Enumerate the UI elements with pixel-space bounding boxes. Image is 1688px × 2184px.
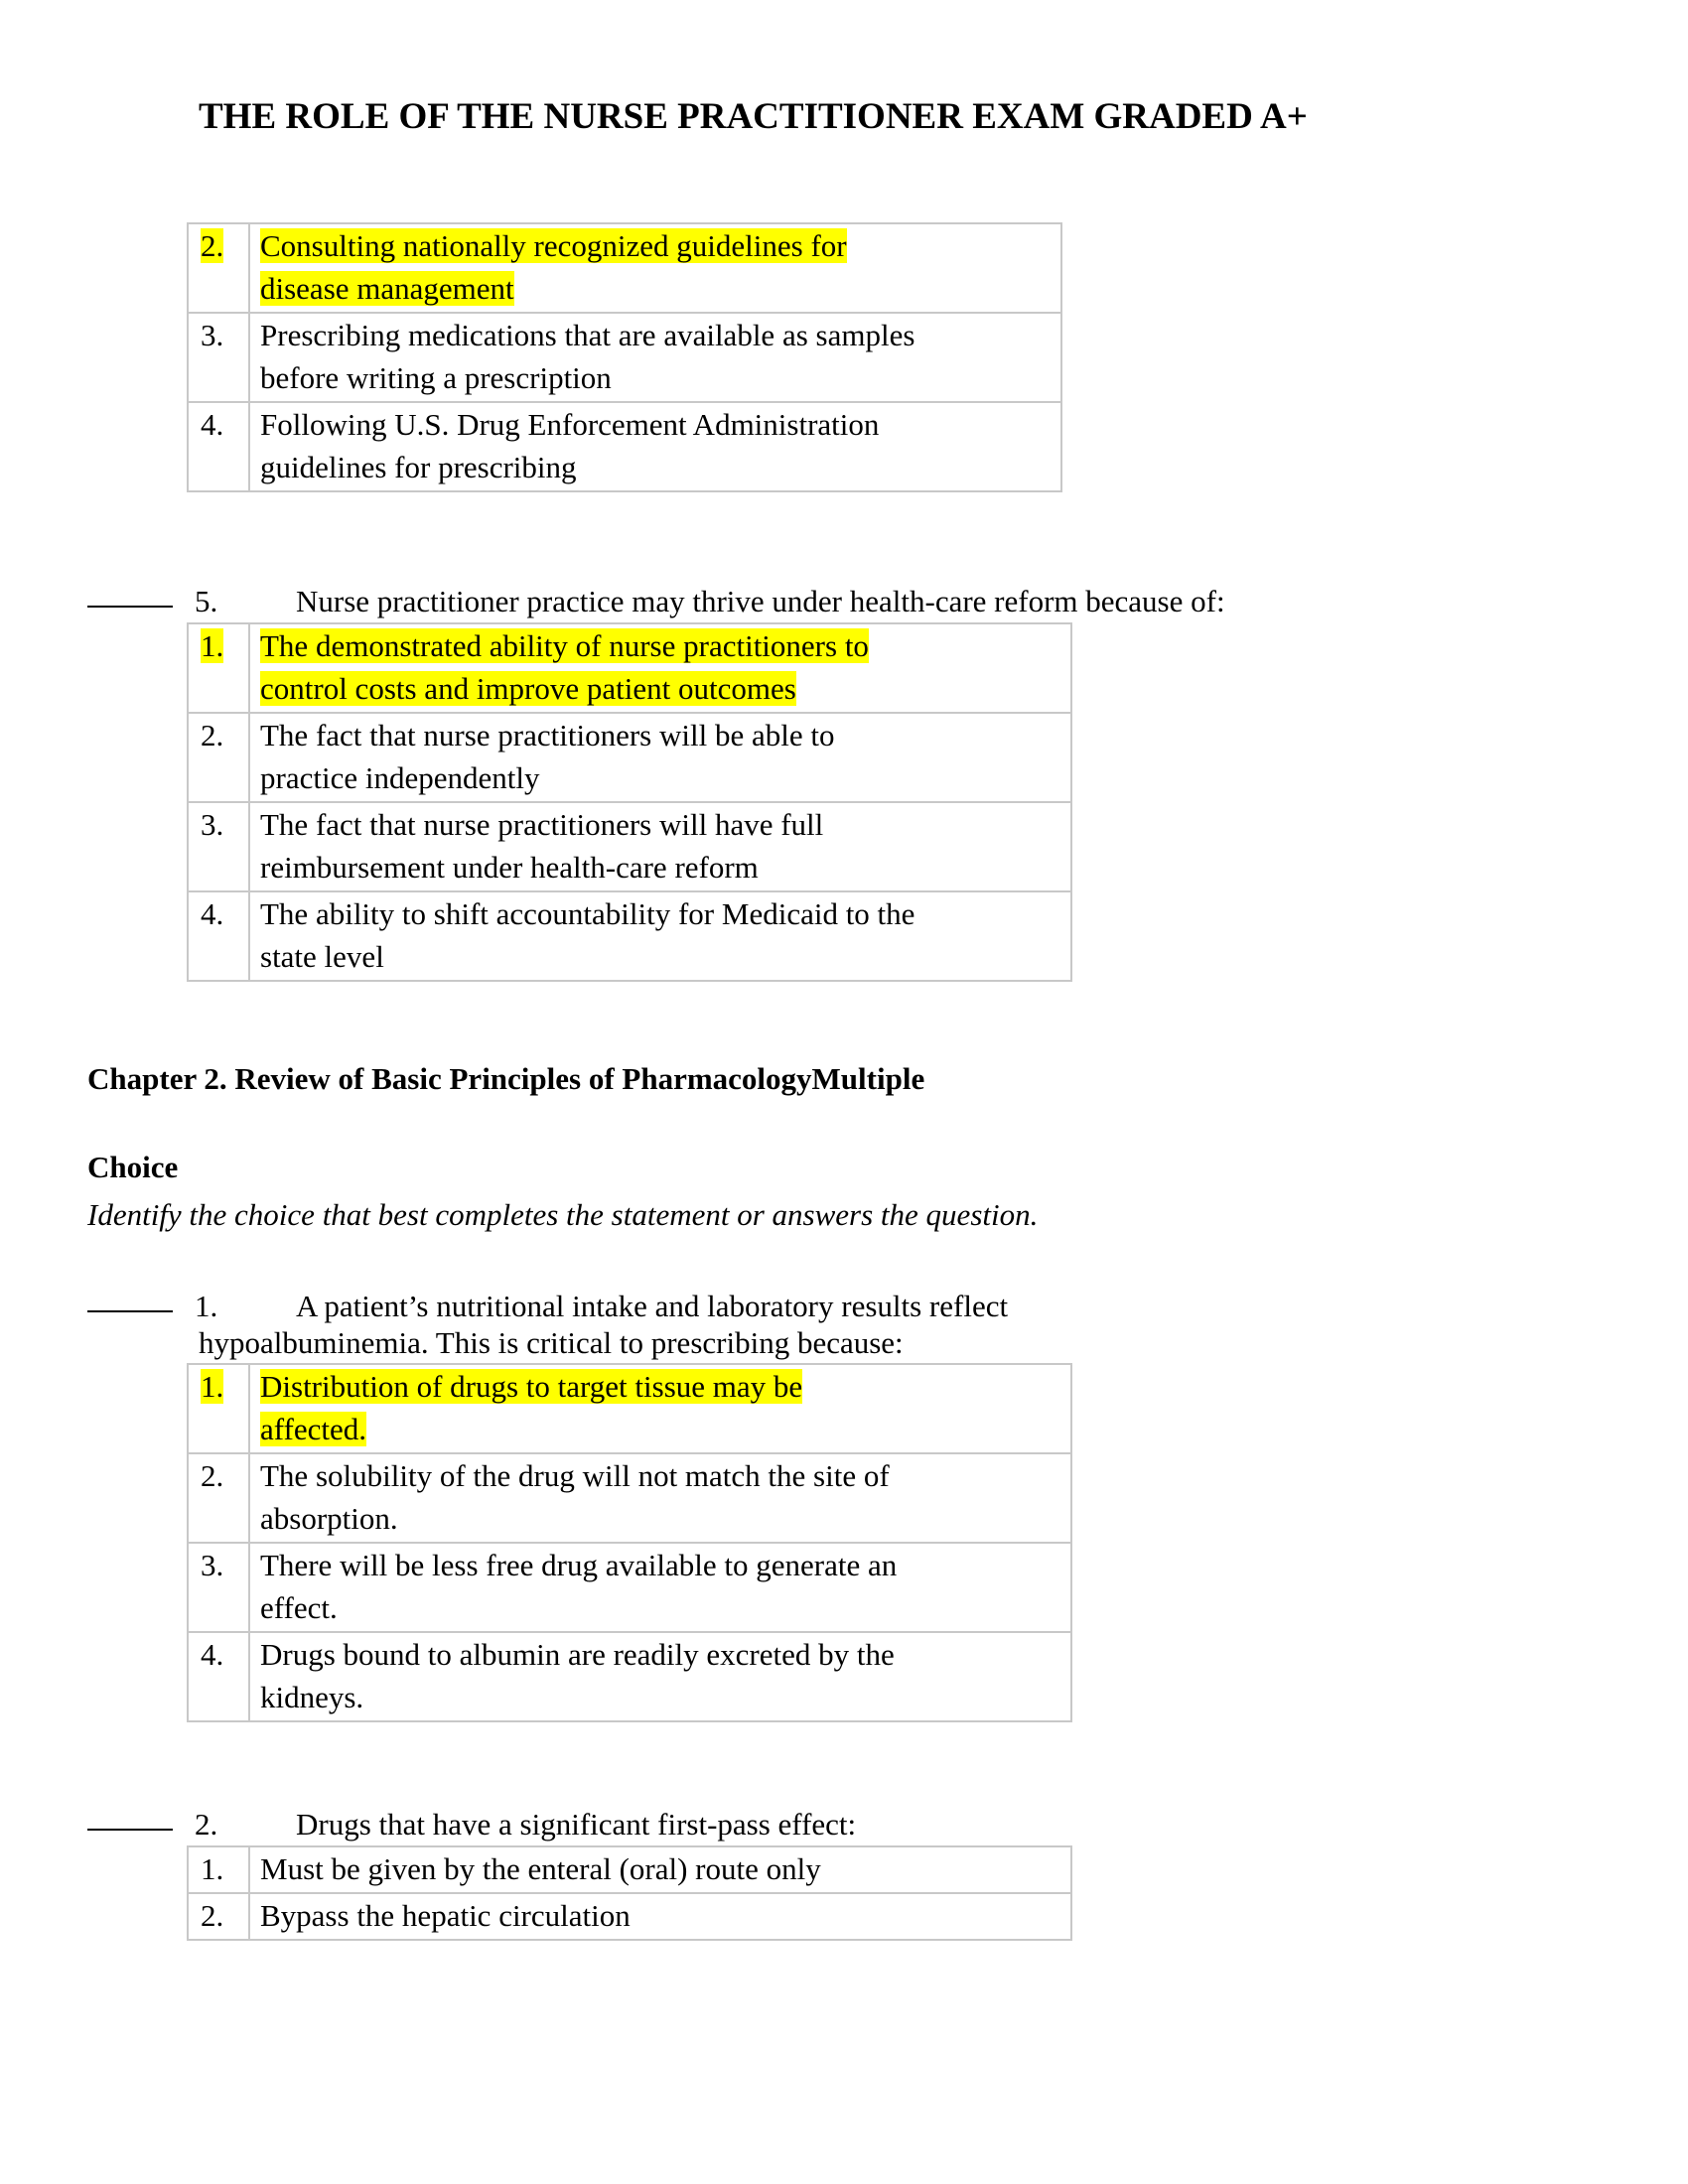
option-text: There will be less free drug available to generate an effect. — [260, 1548, 898, 1625]
options-table-ch2-q1 — [187, 1363, 1072, 1722]
option-number: 2. — [188, 713, 249, 802]
option-text: Drugs bound to albumin are readily excreted by the kidneys. — [260, 1637, 895, 1714]
option-row — [188, 1893, 1071, 1940]
answer-blank[interactable] — [87, 1829, 173, 1831]
option-row — [188, 891, 1071, 981]
answer-blank[interactable] — [87, 606, 173, 608]
option-text: Must be given by the enteral (oral) route only — [249, 1846, 1071, 1893]
options-table-q5 — [187, 622, 1072, 982]
option-number: 4. — [188, 402, 249, 491]
option-number: 3. — [188, 802, 249, 891]
option-text: Consulting nationally recognized guidelines for disease management — [260, 228, 847, 306]
option-number: 2. — [188, 1893, 249, 1940]
option-row — [188, 1632, 1071, 1721]
chapter-heading: Chapter 2. Review of Basic Principles of PharmacologyMultiple — [87, 1061, 925, 1096]
option-text: Following U.S. Drug Enforcement Administration guidelines for prescribing — [260, 407, 880, 484]
option-row — [188, 1846, 1071, 1893]
question-number: 1. — [195, 1289, 218, 1323]
question-text-line1: A patient’s nutritional intake and laboratory results reflect — [296, 1289, 1009, 1323]
option-text: The fact that nurse practitioners will have full reimbursement under health-care reform — [260, 807, 824, 885]
option-row — [188, 1543, 1071, 1632]
answer-blank[interactable] — [87, 1310, 173, 1312]
option-number: 4. — [188, 891, 249, 981]
question-text-line2: hypoalbuminemia. This is critical to prescribing because: — [199, 1325, 904, 1360]
option-number: 2. — [201, 228, 224, 263]
option-row — [188, 802, 1071, 891]
option-text: Bypass the hepatic circulation — [249, 1893, 1071, 1940]
instructions: Identify the choice that best completes the statement or answers the question. — [87, 1197, 1039, 1232]
option-text: The ability to shift accountability for Medicaid to the state level — [260, 896, 915, 974]
ch2-question-1 — [87, 1288, 1008, 1325]
document-title: THE ROLE OF THE NURSE PRACTITIONER EXAM GRADED A+ — [199, 96, 1308, 137]
option-text: The fact that nurse practitioners will be able to practice independently — [260, 718, 835, 795]
option-text: The demonstrated ability of nurse practitioners to control costs and improve patient outcomes — [260, 628, 869, 706]
option-number: 4. — [188, 1632, 249, 1721]
option-number: 3. — [188, 1543, 249, 1632]
option-number: 2. — [188, 1453, 249, 1543]
option-number: 3. — [188, 313, 249, 402]
option-text: Prescribing medications that are available as samples before writing a prescription — [260, 318, 915, 395]
question-5 — [87, 583, 1225, 620]
option-row — [188, 1453, 1071, 1543]
option-number: 1. — [201, 628, 224, 663]
option-text: The solubility of the drug will not match the site of absorption. — [260, 1458, 890, 1536]
option-row — [188, 313, 1061, 402]
question-text: Nurse practitioner practice may thrive under health-care reform because of: — [296, 584, 1225, 618]
option-number: 1. — [201, 1369, 224, 1404]
ch2-question-2 — [87, 1806, 856, 1843]
question-number: 2. — [195, 1807, 218, 1842]
option-row — [188, 623, 1071, 713]
options-table-block1 — [187, 222, 1062, 492]
option-text: Distribution of drugs to target tissue may be affected. — [260, 1369, 803, 1446]
option-number: 1. — [188, 1846, 249, 1893]
option-row — [188, 1364, 1071, 1453]
option-row — [188, 713, 1071, 802]
chapter-subheading: Choice — [87, 1150, 179, 1184]
question-number: 5. — [195, 584, 218, 618]
question-text: Drugs that have a significant first-pass effect: — [296, 1807, 857, 1842]
option-row — [188, 223, 1061, 313]
option-row — [188, 402, 1061, 491]
options-table-ch2-q2 — [187, 1845, 1072, 1941]
